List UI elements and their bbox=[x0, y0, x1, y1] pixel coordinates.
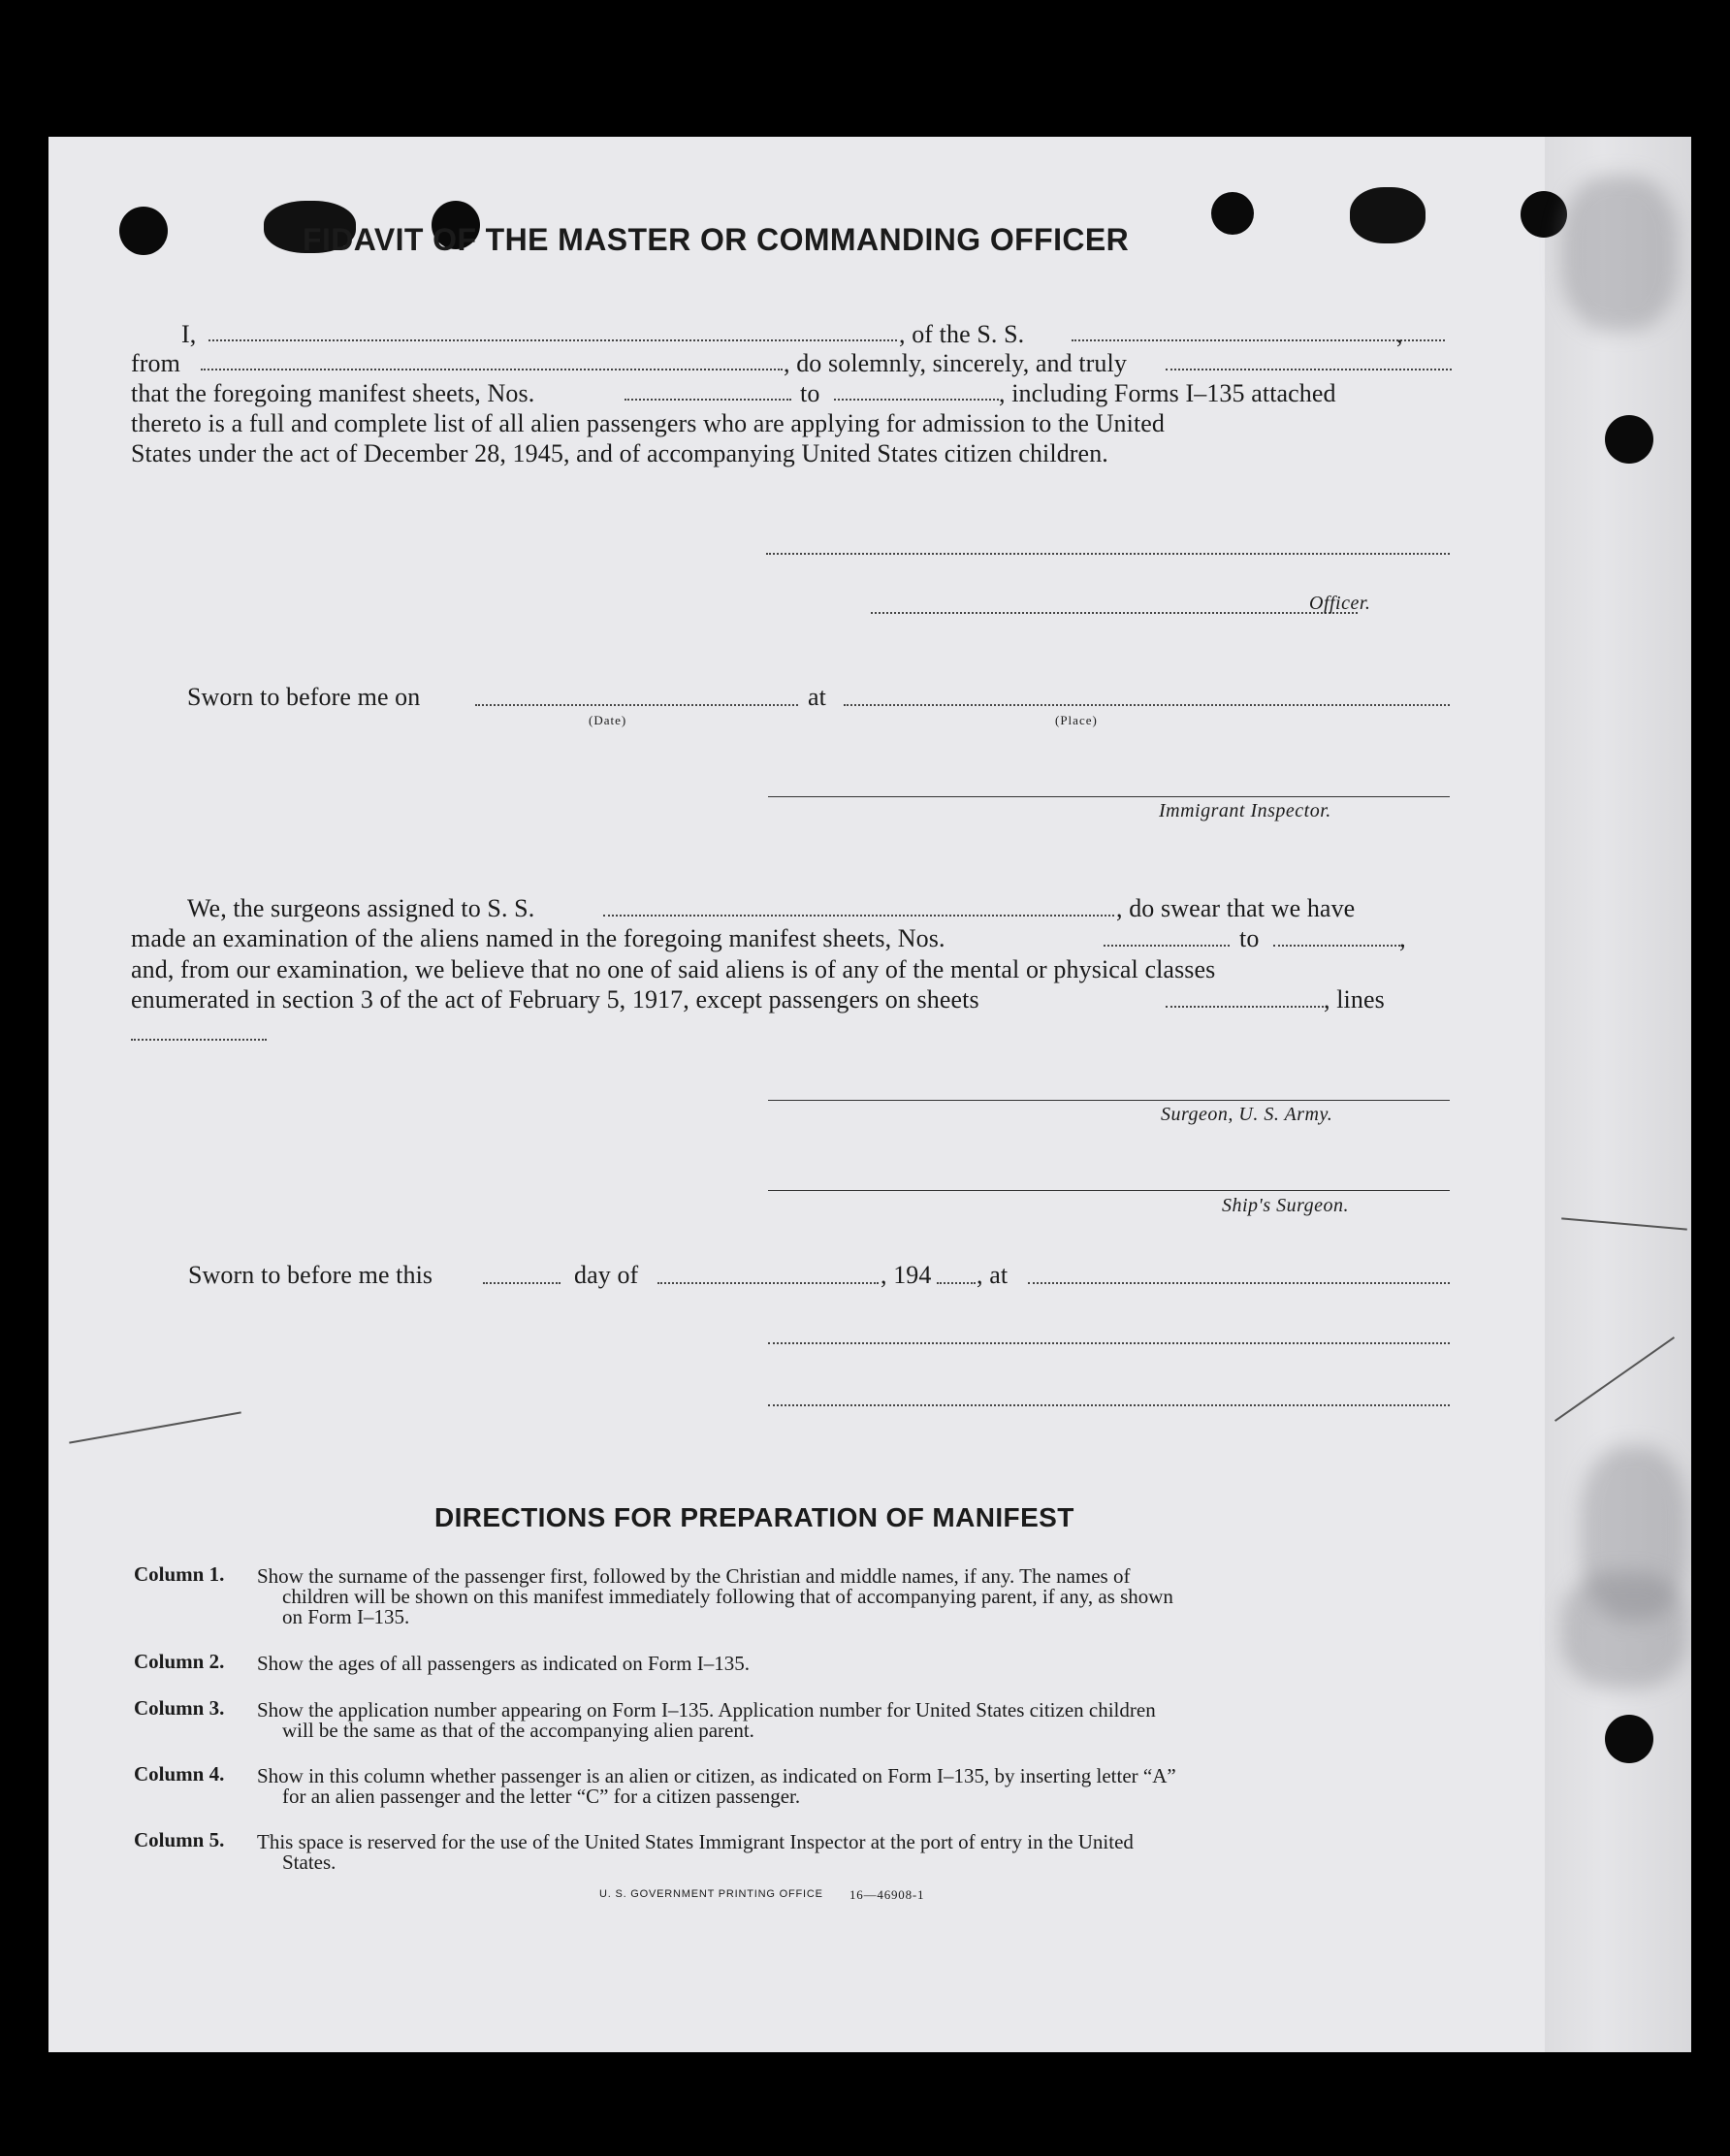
punch-hole bbox=[1521, 191, 1567, 238]
surgeon-ship-field[interactable] bbox=[603, 915, 1114, 917]
column-3-label: Column 3. bbox=[134, 1696, 225, 1720]
army-surgeon-signature-line[interactable] bbox=[768, 1100, 1450, 1101]
except-lines-field[interactable] bbox=[131, 1039, 267, 1041]
paper-stain bbox=[1561, 176, 1678, 331]
column-1-label: Column 1. bbox=[134, 1562, 225, 1586]
from-label: from bbox=[131, 349, 180, 377]
enumerated-label: enumerated in section 3 of the act of February 5, 1917, except passengers on sheets bbox=[131, 985, 979, 1014]
at-label: at bbox=[808, 683, 826, 711]
sworn-at-field[interactable] bbox=[1028, 1282, 1450, 1284]
column-4-text: Show in this column whether passenger is an alien or citizen, as indicated on Form I–135, by inserting letter “A” for an alien passenger and the letter “C” for a citizen passenger. bbox=[257, 1764, 1176, 1808]
date-caption: (Date) bbox=[589, 713, 627, 727]
exam-sheets-from-field[interactable] bbox=[1104, 945, 1230, 947]
affidavit-line4: States under the act of December 28, 1945, and of accompanying United States citizen children. bbox=[131, 439, 1108, 467]
officiant-title-line[interactable] bbox=[768, 1404, 1450, 1406]
solemnly-label: , do solemnly, sincerely, and truly bbox=[784, 349, 1127, 377]
paper-crack bbox=[69, 1411, 241, 1443]
immigrant-inspector-label: Immigrant Inspector. bbox=[1159, 800, 1331, 821]
foregoing-label: that the foregoing manifest sheets, Nos. bbox=[131, 379, 535, 407]
surgeons-label: We, the surgeons assigned to S. S. bbox=[187, 894, 535, 922]
to-label: to bbox=[800, 379, 820, 407]
lines-label: , lines bbox=[1324, 985, 1385, 1014]
affidavit-title: FIDAVIT OF THE MASTER OR COMMANDING OFFICER bbox=[303, 222, 1130, 257]
comma: , bbox=[1399, 924, 1406, 952]
officer-title-line[interactable] bbox=[871, 612, 1358, 614]
column-4-label: Column 4. bbox=[134, 1762, 225, 1786]
exam-sheets-to-field[interactable] bbox=[1273, 945, 1404, 947]
sworn-this-label: Sworn to before me this bbox=[188, 1261, 433, 1289]
exam-to-label: to bbox=[1239, 924, 1260, 952]
punch-hole bbox=[1211, 192, 1254, 235]
of-ss-label: , of the S. S. bbox=[899, 320, 1025, 348]
sworn-day-field[interactable] bbox=[483, 1282, 561, 1284]
sworn-date-field[interactable] bbox=[475, 704, 798, 706]
surgeons-line3: and, from our examination, we believe that no one of said aliens is of any of the mental or physical classes bbox=[131, 955, 1216, 983]
sworn-month-field[interactable] bbox=[657, 1282, 879, 1284]
form-code: 16—46908-1 bbox=[849, 1887, 925, 1902]
sworn-on-label: Sworn to before me on bbox=[187, 683, 421, 711]
ship-name-field[interactable] bbox=[1072, 339, 1445, 341]
officer-label: Officer. bbox=[1309, 593, 1371, 614]
officer-signature-line[interactable] bbox=[766, 553, 1450, 555]
sworn-place-field[interactable] bbox=[844, 704, 1450, 706]
affidavit-line3: thereto is a full and complete list of all alien passengers who are applying for admission to the United bbox=[131, 409, 1166, 437]
comma: , bbox=[1396, 320, 1403, 348]
column-1-text: Show the surname of the passenger first, followed by the Christian and middle names, if any. The names of children will be shown on this manifest immediately following that of accompanying parent, if any, as shown on Form I–135. bbox=[257, 1564, 1173, 1628]
day-of-label: day of bbox=[574, 1261, 639, 1289]
paper-stain bbox=[1561, 1572, 1687, 1689]
solemnly-tail-field[interactable] bbox=[1166, 369, 1452, 370]
sworn-at-label: , at bbox=[977, 1261, 1009, 1289]
column-5-text: This space is reserved for the use of the United States Immigrant Inspector at the port of entry in the United States. bbox=[257, 1830, 1134, 1874]
punch-hole bbox=[1605, 415, 1653, 464]
except-sheets-field[interactable] bbox=[1166, 1006, 1324, 1008]
ship-surgeon-label: Ship's Surgeon. bbox=[1222, 1195, 1350, 1216]
surgeon-army-label: Surgeon, U. S. Army. bbox=[1161, 1104, 1333, 1125]
master-name-field[interactable] bbox=[208, 339, 897, 341]
form-page bbox=[48, 137, 1691, 2052]
column-3-text: Show the application number appearing on Form I–135. Application number for United States citizen children will be the same as that of the accompanying alien parent. bbox=[257, 1698, 1156, 1742]
including-label: , including Forms I–135 attached bbox=[999, 379, 1336, 407]
sheets-from-field[interactable] bbox=[625, 399, 791, 401]
punch-hole bbox=[119, 207, 168, 255]
sheets-to-field[interactable] bbox=[834, 399, 999, 401]
directions-title: DIRECTIONS FOR PREPARATION OF MANIFEST bbox=[434, 1502, 1074, 1532]
column-2-label: Column 2. bbox=[134, 1650, 225, 1673]
printer-imprint: U. S. GOVERNMENT PRINTING OFFICE bbox=[599, 1888, 823, 1900]
i-label: I, bbox=[181, 320, 197, 348]
examination-label: made an examination of the aliens named in the foregoing manifest sheets, Nos. bbox=[131, 924, 945, 952]
swear-label: , do swear that we have bbox=[1116, 894, 1356, 922]
sworn-year-field[interactable] bbox=[937, 1282, 976, 1284]
place-caption: (Place) bbox=[1055, 713, 1098, 727]
ship-surgeon-signature-line[interactable] bbox=[768, 1190, 1450, 1191]
inspector-signature-line[interactable] bbox=[768, 796, 1450, 797]
year-label: , 194 bbox=[881, 1261, 932, 1289]
column-5-label: Column 5. bbox=[134, 1828, 225, 1851]
ink-blot bbox=[1350, 187, 1426, 243]
punch-hole bbox=[1605, 1715, 1653, 1763]
column-2-text: Show the ages of all passengers as indicated on Form I–135. bbox=[257, 1652, 750, 1675]
port-from-field[interactable] bbox=[201, 369, 783, 370]
officiant-signature-line[interactable] bbox=[768, 1342, 1450, 1344]
